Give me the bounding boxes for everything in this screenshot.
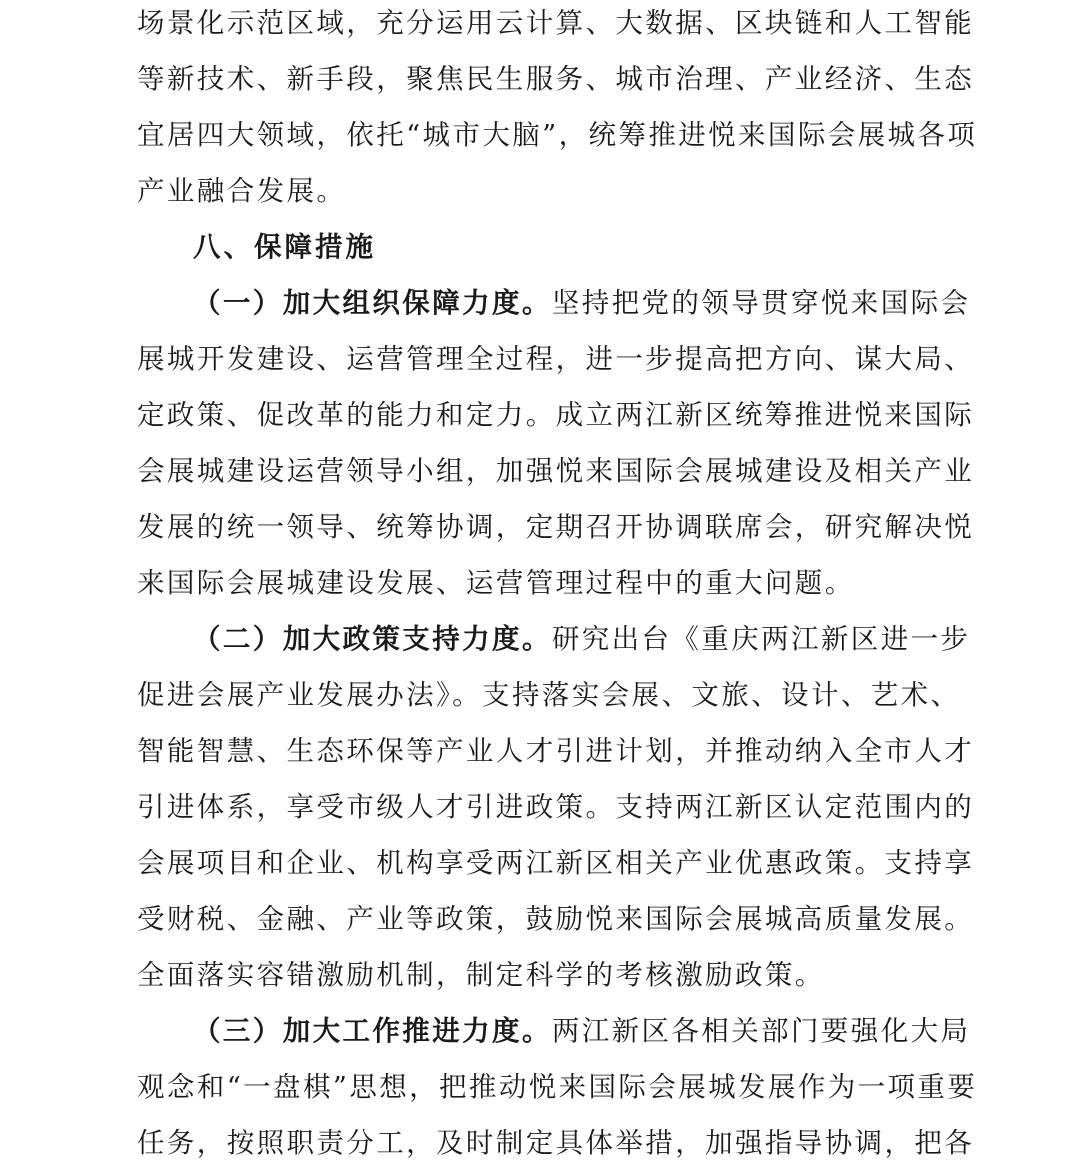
paragraph-text: 两江新区各相关部门要强化大局 <box>551 1015 971 1047</box>
body-text-line: 等新技术、新手段，聚焦民生服务、城市治理、产业经济、生态 <box>137 63 975 95</box>
paragraph-lead: （一）加大组织保障力度。 <box>193 287 552 319</box>
body-text-line: 来国际会展城建设发展、运营管理过程中的重大问题。 <box>137 567 855 599</box>
body-text-line: 场景化示范区域，充分运用云计算、大数据、区块链和人工智能 <box>137 7 975 39</box>
paragraph-lead: （三）加大工作推进力度。 <box>193 1015 552 1047</box>
body-text-line: 观念和“一盘棋”思想，把推动悦来国际会展城发展作为一项重要 <box>137 1071 978 1103</box>
section-heading: 八、保障措施 <box>193 231 376 263</box>
paragraph-first-line <box>193 1011 971 1051</box>
body-text-line: 会展城建设运营领导小组，加强悦来国际会展城建设及相关产业 <box>137 455 975 487</box>
body-text-line: 定政策、促改革的能力和定力。成立两江新区统筹推进悦来国际 <box>137 399 975 431</box>
body-text-line: 受财税、金融、产业等政策，鼓励悦来国际会展城高质量发展。 <box>137 903 975 935</box>
body-text-line: 促进会展产业发展办法》。支持落实会展、文旅、设计、艺术、 <box>137 679 961 711</box>
body-text-line: 全面落实容错激励机制，制定科学的考核激励政策。 <box>137 959 825 991</box>
paragraph-first-line <box>193 283 971 323</box>
paragraph-lead: （二）加大政策支持力度。 <box>193 623 552 655</box>
body-text-line: 会展项目和企业、机构享受两江新区相关产业优惠政策。支持享 <box>137 847 975 879</box>
body-text-line: 展城开发建设、运营管理全过程，进一步提高把方向、谋大局、 <box>137 343 975 375</box>
body-text-line: 宜居四大领域，依托“城市大脑”，统筹推进悦来国际会展城各项 <box>137 119 978 151</box>
body-text-line: 智能智慧、生态环保等产业人才引进计划，并推动纳入全市人才 <box>137 735 975 767</box>
paragraph-text: 坚持把党的领导贯穿悦来国际会 <box>551 287 971 319</box>
paragraph-text: 研究出台《重庆两江新区进一步 <box>551 623 971 655</box>
paragraph-first-line <box>193 619 971 659</box>
body-text-line: 发展的统一领导、统筹协调，定期召开协调联席会，研究解决悦 <box>137 511 975 543</box>
body-text-line: 引进体系，享受市级人才引进政策。支持两江新区认定范围内的 <box>137 791 975 823</box>
body-text-line: 产业融合发展。 <box>137 175 347 207</box>
body-text-line: 任务，按照职责分工，及时制定具体举措，加强指导协调，把各 <box>137 1127 975 1159</box>
